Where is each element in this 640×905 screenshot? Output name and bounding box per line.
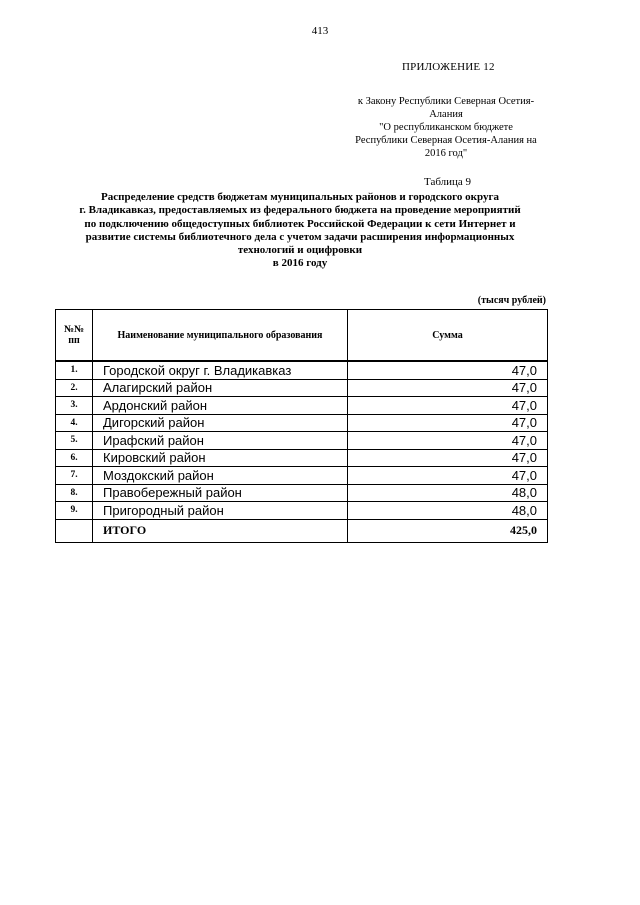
table-label: Таблица 9 [424, 176, 472, 188]
law-reference-line: 2016 год" [424, 148, 468, 159]
column-header-number-line2: пп [68, 335, 80, 346]
row-number: 9. [56, 502, 93, 520]
column-header-sum: Сумма [348, 310, 548, 362]
row-number: 6. [56, 449, 93, 467]
table-row [56, 467, 548, 485]
column-header-number [56, 310, 93, 362]
title-line: г. Владикавказ, предоставляемых из федерального бюджета на проведение мероприятий [79, 204, 521, 217]
row-number: 8. [56, 484, 93, 502]
row-name: Ирафский район [93, 432, 348, 450]
table-row [56, 361, 548, 379]
table-row [56, 379, 548, 397]
law-reference [346, 95, 546, 160]
row-sum: 48,0 [348, 502, 548, 520]
row-name: Алагирский район [93, 379, 348, 397]
law-reference-line: "О республиканском бюджете [379, 122, 513, 133]
row-number: 7. [56, 467, 93, 485]
row-number: 5. [56, 432, 93, 450]
table-row [56, 397, 548, 415]
law-reference-line: Алания [429, 109, 463, 120]
total-row [56, 519, 548, 542]
table-row [56, 449, 548, 467]
law-reference-line: Республики Северная Осетия-Алания на [355, 135, 537, 146]
total-label: ИТОГО [93, 519, 348, 542]
table-header-row [56, 310, 548, 362]
total-number-cell [56, 519, 93, 542]
row-number: 1. [56, 361, 93, 379]
row-number: 4. [56, 414, 93, 432]
title-line: технологий и оцифровки [237, 244, 363, 257]
title-line: Распределение средств бюджетам муниципальных районов и городского округа [101, 191, 499, 203]
row-name: Дигорский район [93, 414, 348, 432]
row-name: Моздокский район [93, 467, 348, 485]
row-sum: 47,0 [348, 449, 548, 467]
row-number: 3. [56, 397, 93, 415]
table-row [56, 484, 548, 502]
table-row [56, 414, 548, 432]
title-line: в 2016 году [272, 257, 328, 270]
row-sum: 48,0 [348, 484, 548, 502]
row-name: Ардонский район [93, 397, 348, 415]
distribution-table [55, 309, 548, 543]
page-number: 413 [311, 25, 329, 37]
row-sum: 47,0 [348, 432, 548, 450]
title-line: развитие системы библиотечного дела с учетом задачи расширения информационных [85, 230, 515, 243]
row-name: Правобережный район [93, 484, 348, 502]
row-sum: 47,0 [348, 414, 548, 432]
row-sum: 47,0 [348, 361, 548, 379]
row-name: Пригородный район [93, 502, 348, 520]
row-number: 2. [56, 379, 93, 397]
table-row [56, 502, 548, 520]
appendix-label: ПРИЛОЖЕНИЕ 12 [402, 61, 495, 73]
row-name: Кировский район [93, 449, 348, 467]
row-sum: 47,0 [348, 397, 548, 415]
units-label: (тысяч рублей) [477, 295, 546, 306]
column-header-name: Наименование муниципального образования [93, 310, 348, 362]
total-sum: 425,0 [348, 519, 548, 542]
law-reference-line: к Закону Республики Северная Осетия- [357, 96, 535, 107]
row-sum: 47,0 [348, 379, 548, 397]
document-title [55, 191, 545, 271]
column-header-number-line1: №№ [63, 324, 85, 335]
table-row [56, 432, 548, 450]
row-name: Городской округ г. Владикавказ [93, 361, 348, 379]
row-sum: 47,0 [348, 467, 548, 485]
title-line: по подключению общедоступных библиотек Российской Федерации к сети Интернет и [84, 217, 516, 230]
